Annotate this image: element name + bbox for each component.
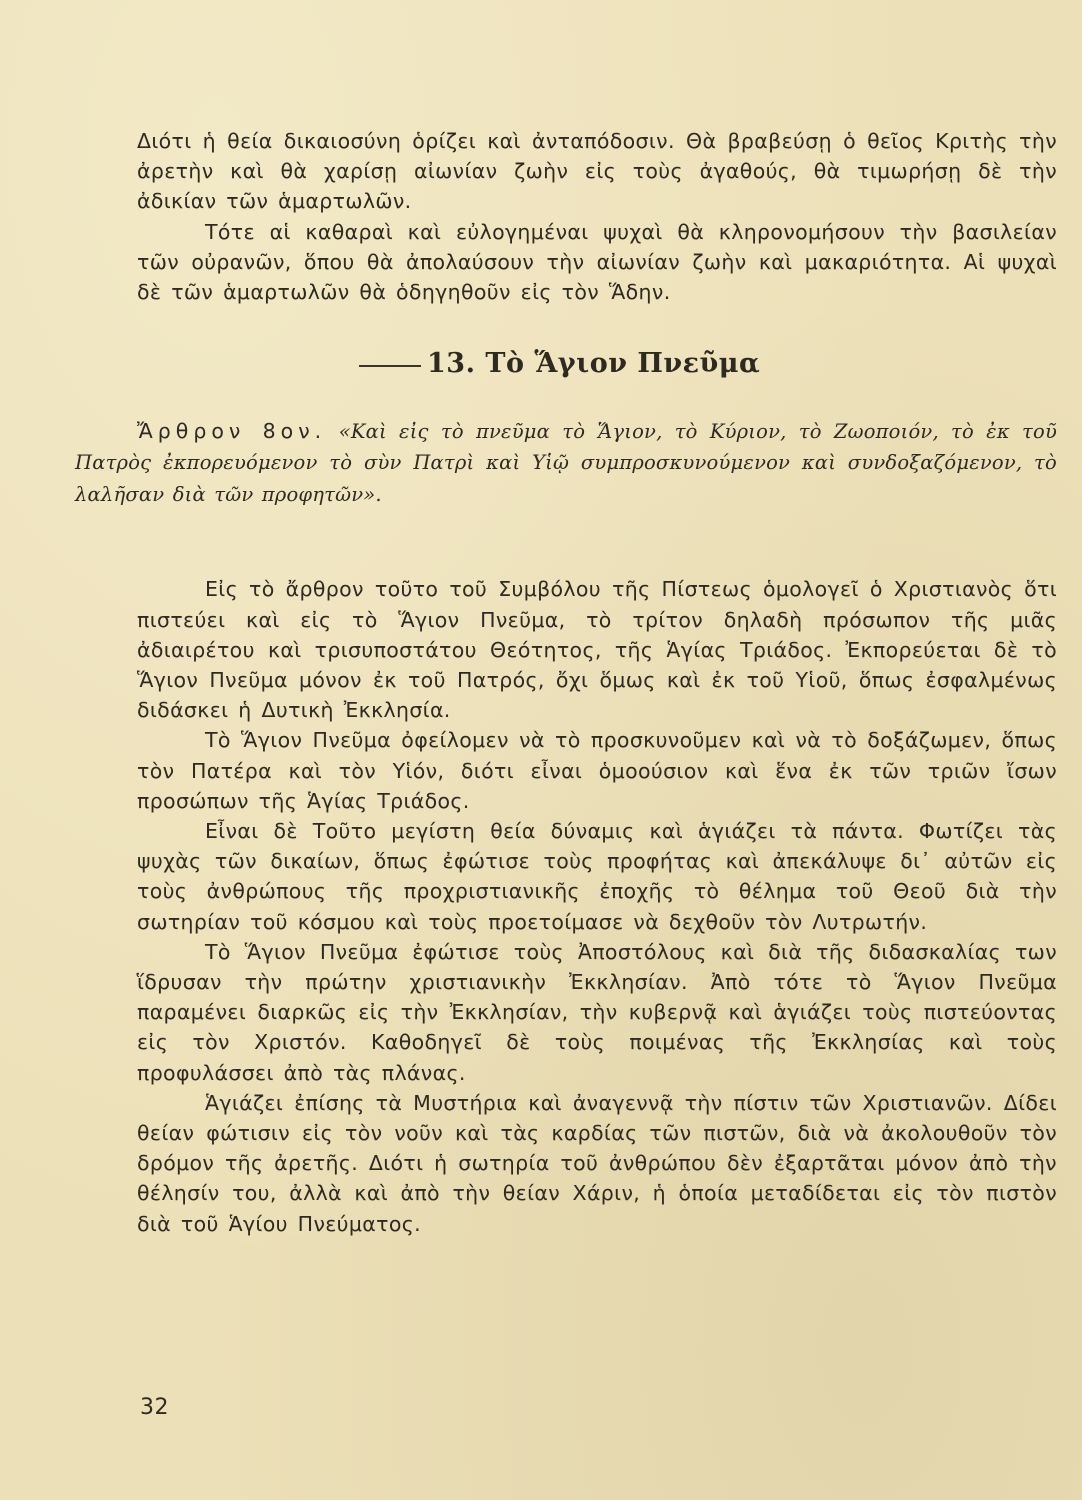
article-quote: «Καὶ εἰς τὸ πνεῦμα τὸ Ἅγιον, τὸ Κύριον, τὸ Ζωοποιόν, τὸ ἐκ τοῦ Πατρὸς ἐκπορευόμενον τὸ σὺν Πατρὶ καὶ Υἱῷ συμπροσκυνούμενον καὶ συνδοξαζόμενον, τὸ λαλῆσαν διὰ τῶν προφητῶν». [75, 420, 1057, 506]
creed-article [75, 416, 1057, 510]
paragraph-6: Τὸ Ἅγιον Πνεῦμα ἐφώτισε τοὺς Ἀποστόλους καὶ διὰ τῆς διδασκαλίας των ἵδρυσαν τὴν πρώτην χριστιανικὴν Ἐκκλησίαν. Ἀπὸ τότε τὸ Ἅγιον Πνεῦμα παραμένει διαρκῶς εἰς τὴν Ἐκκλησίαν, τὴν κυβερνᾷ καὶ ἁγιάζει τοὺς πιστεύοντας εἰς τὸν Χριστόν. Καθοδηγεῖ δὲ τοὺς ποιμένας τῆς Ἐκκλησίας καὶ τοὺς προφυλάσσει ἀπὸ τὰς πλάνας. [137, 939, 1057, 1085]
article-label: Ἄρθρον 8ον. [137, 419, 327, 444]
page-text-block [75, 126, 1057, 1239]
spacer [137, 530, 1057, 574]
paragraph-4: Τὸ Ἅγιον Πνεῦμα ὀφείλομεν νὰ τὸ προσκυνοῦμεν καὶ νὰ τὸ δοξάζωμεν, ὅπως τὸν Πατέρα καὶ τὸν Υἱόν, διότι εἶναι ὁμοούσιον καὶ ἕνα ἐκ τῶν τριῶν ἴσων προσώπων τῆς Ἁγίας Τριάδος. [137, 728, 1057, 813]
paragraph-2: Τότε αἱ καθαραὶ καὶ εὐλογημέναι ψυχαὶ θὰ κληρονομήσουν τὴν βασιλείαν τῶν οὐρανῶν, ὅπου θὰ ἀπολαύσουν τὴν αἰωνίαν ζωὴν καὶ μακαριότητα. Αἱ ψυχαὶ δὲ τῶν ἁμαρτωλῶν θὰ ὁδηγηθοῦν εἰς τὸν Ἅδην. [137, 219, 1057, 305]
paragraph-5: Εἶναι δὲ Τοῦτο μεγίστη θεία δύναμις καὶ ἁγιάζει τὰ πάντα. Φωτίζει τὰς ψυχὰς τῶν δικαίων, ὅπως ἐφώτισε τοὺς προφήτας καὶ ἀπεκάλυψε δι᾿ αὐτῶν εἰς τοὺς ἀνθρώπους τῆς προχριστιανικῆς ἐποχῆς τὸ θέλημα τοῦ Θεοῦ διὰ τὴν σωτηρίαν τοῦ κόσμου καὶ τοὺς προετοίμασε νὰ δεχθοῦν τὸν Λυτρωτήν. [137, 818, 1057, 934]
section-title: 13. Τὸ Ἅγιον Πνεῦμα [427, 348, 761, 380]
heading-dash [359, 365, 421, 367]
paragraph-7: Ἁγιάζει ἐπίσης τὰ Μυστήρια καὶ ἀναγεννᾷ τὴν πίστιν τῶν Χριστιανῶν. Δίδει θείαν φώτισιν εἰς τὸν νοῦν καὶ τὰς καρδίας τῶν πιστῶν, διὰ νὰ ἀκολουθοῦν τὸν δρόμον τῆς ἀρετῆς. Διότι ἡ σωτηρία τοῦ ἀνθρώπου δὲν ἐξαρτᾶται μόνον ἀπὸ τὴν θέλησίν του, ἀλλὰ καὶ ἀπὸ τὴν θείαν Χάριν, ἡ ὁποία μεταδίδεται εἰς τὸν πιστὸν διὰ τοῦ Ἁγίου Πνεύματος. [137, 1090, 1057, 1236]
page-number: 32 [140, 1395, 169, 1420]
paragraph-3: Εἰς τὸ ἄρθρον τοῦτο τοῦ Συμβόλου τῆς Πίστεως ὁμολογεῖ ὁ Χριστιανὸς ὅτι πιστεύει καὶ εἰς τὸ Ἅγιον Πνεῦμα, τὸ τρίτον δηλαδὴ πρόσωπον τῆς μιᾶς ἀδιαιρέτου καὶ τρισυποστάτου Θεότητος, τῆς Ἁγίας Τριάδος. Ἐκπορεύεται δὲ τὸ Ἅγιον Πνεῦμα μόνον ἐκ τοῦ Πατρός, ὄχι ὅμως καὶ ἐκ τοῦ Υἱοῦ, ὅπως ἐσφαλμένως διδάσκει ἡ Δυτικὴ Ἐκκλησία. [137, 577, 1057, 723]
paragraph-1: Διότι ἡ θεία δικαιοσύνη ὁρίζει καὶ ἀνταπόδοσιν. Θὰ βραβεύσῃ ὁ θεῖος Κριτὴς τὴν ἀρετὴν καὶ θὰ χαρίσῃ αἰωνίαν ζωὴν εἰς τοὺς ἀγαθούς, θὰ τιμωρήσῃ δὲ τὴν ἀδικίαν τῶν ἁμαρτωλῶν. [137, 129, 1057, 214]
section-heading [137, 344, 1057, 404]
